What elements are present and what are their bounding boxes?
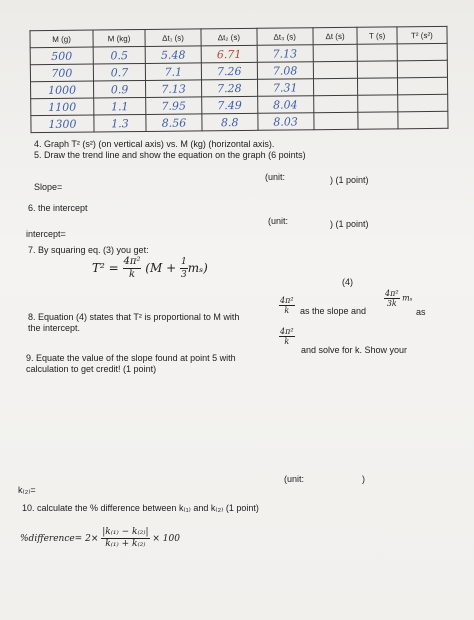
question-8-line-2: the intercept. [28, 323, 81, 333]
percent-difference-fraction [101, 527, 149, 550]
question-8-as: as [416, 307, 426, 317]
k2-label: k₍₂₎= [18, 485, 36, 495]
question-10: 10. calculate the % difference between k₍₁₎ and k₍₂₎ (1 point) [22, 503, 259, 513]
cell-t1: 8.56 [146, 114, 202, 132]
question-4: 4. Graph T² (s²) (on vertical axis) vs. M (kg) (horizontal axis). [34, 139, 275, 149]
cell-t3: 7.31 [257, 79, 313, 97]
slope-fraction-denominator: k [284, 306, 290, 315]
third-numerator: 1 [180, 257, 187, 267]
cell-mass-kg: 0.9 [93, 80, 145, 98]
cell-t2: 6.71 [201, 45, 257, 63]
intercept-points: ) (1 point) [330, 219, 369, 229]
slope-label: Slope= [34, 182, 63, 192]
header-cell: M (kg) [93, 29, 145, 47]
percent-difference-numerator: |k₍₁₎ − k₍₂₎| [102, 527, 149, 537]
intercept-fraction-denominator: 3k [386, 299, 397, 308]
cell-t1: 7.1 [145, 63, 201, 81]
cell-t1: 7.13 [146, 80, 202, 98]
question-5: 5. Draw the trend line and show the equation on the graph (6 points) [34, 150, 306, 160]
percent-difference-label: %difference= 2× [20, 534, 99, 544]
cell-t2: 7.28 [201, 79, 257, 97]
cell-t-avg [313, 78, 358, 95]
third-denominator: 3 [180, 270, 187, 280]
cell-period-squared [397, 60, 448, 78]
equation-numerator: 4π² [123, 256, 141, 267]
header-cell: Δt (s) [313, 27, 358, 44]
header-cell: Δt₃ (s) [257, 28, 313, 46]
k2-unit-close: ) [362, 474, 365, 484]
cell-period [358, 112, 397, 129]
cell-period [358, 78, 397, 95]
slope-unit-label: (unit: [265, 172, 286, 182]
cell-mass-g: 1000 [31, 81, 94, 99]
cell-mass-kg: 1.1 [94, 97, 146, 115]
intercept-fraction-inner [384, 289, 400, 308]
cell-t-avg [313, 112, 358, 129]
percent-difference-denominator: k₍₁₎ + k₍₂₎ [105, 539, 146, 549]
intercept-unit-label: (unit: [268, 216, 289, 226]
question-6: 6. the intercept [28, 203, 88, 213]
equation-tail: mₛ) [187, 261, 208, 275]
data-table [29, 26, 448, 133]
cell-mass-g: 500 [30, 47, 93, 65]
header-cell: T (s) [357, 27, 396, 44]
cell-t1: 7.95 [146, 97, 202, 115]
cell-t2: 7.26 [201, 62, 257, 80]
percent-difference-formula [20, 527, 180, 550]
equation-fraction [123, 256, 142, 281]
equation-number: (4) [342, 277, 353, 287]
slope-fraction-inner [279, 296, 295, 315]
slope-fraction-numerator: 4π² [280, 296, 294, 305]
cell-period [358, 61, 397, 78]
q9-slope-fraction [279, 327, 295, 346]
k2-unit-label: (unit: [284, 474, 305, 484]
cell-period-squared [397, 94, 448, 112]
question-8-line-1: 8. Equation (4) states that T² is proportional to M with [28, 312, 240, 322]
intercept-label: intercept= [26, 229, 66, 239]
cell-period [358, 95, 397, 112]
intercept-fraction-numerator: 4π² [385, 289, 399, 298]
cell-mass-g: 1100 [31, 98, 94, 116]
cell-period-squared [397, 43, 448, 61]
equation-4 [92, 256, 208, 281]
cell-t3: 7.13 [257, 45, 313, 63]
equation-denominator: k [128, 269, 136, 280]
cell-period [358, 44, 397, 61]
header-cell: T² (s²) [397, 26, 448, 44]
q9-fraction-inner [279, 327, 295, 346]
cell-t3: 7.08 [257, 62, 313, 80]
header-cell: Δt₁ (s) [145, 29, 201, 47]
header-cell: Δt₂ (s) [201, 28, 257, 46]
cell-t3: 8.04 [257, 96, 313, 114]
cell-t1: 5.48 [145, 46, 201, 64]
cell-t3: 8.03 [258, 113, 314, 131]
slope-fraction [279, 296, 295, 315]
cell-mass-g: 1300 [31, 115, 94, 133]
table-row [31, 111, 448, 132]
cell-mass-kg: 1.3 [94, 114, 146, 132]
equation-third [180, 256, 188, 281]
cell-mass-kg: 0.7 [93, 63, 145, 81]
cell-t-avg [313, 44, 358, 61]
cell-t-avg [313, 95, 358, 112]
percent-difference-tail: × 100 [152, 534, 180, 544]
cell-t-avg [313, 61, 358, 78]
question-9-line-1: 9. Equate the value of the slope found at point 5 with [26, 353, 236, 363]
question-7: 7. By squaring eq. (3) you get: [28, 245, 149, 255]
equation-lhs: T² = [92, 261, 119, 275]
header-cell: M (g) [30, 30, 93, 48]
cell-mass-g: 700 [30, 64, 93, 82]
q9-fraction-denominator: k [284, 337, 290, 346]
question-9-line-2: calculation to get credit! (1 point) [26, 364, 157, 374]
cell-period-squared [397, 111, 448, 129]
cell-t2: 8.8 [202, 113, 258, 131]
cell-t2: 7.49 [202, 96, 258, 114]
cell-mass-kg: 0.5 [93, 46, 145, 64]
intercept-fraction [384, 289, 412, 308]
slope-points: ) (1 point) [330, 175, 369, 185]
cell-period-squared [397, 77, 448, 95]
q9-fraction-numerator: 4π² [280, 327, 294, 336]
question-9-solve-text: and solve for k. Show your [301, 345, 408, 355]
equation-paren: (M + [145, 261, 180, 275]
question-8-slope-text: as the slope and [300, 306, 367, 316]
intercept-mass-symbol: mₛ [402, 293, 413, 303]
